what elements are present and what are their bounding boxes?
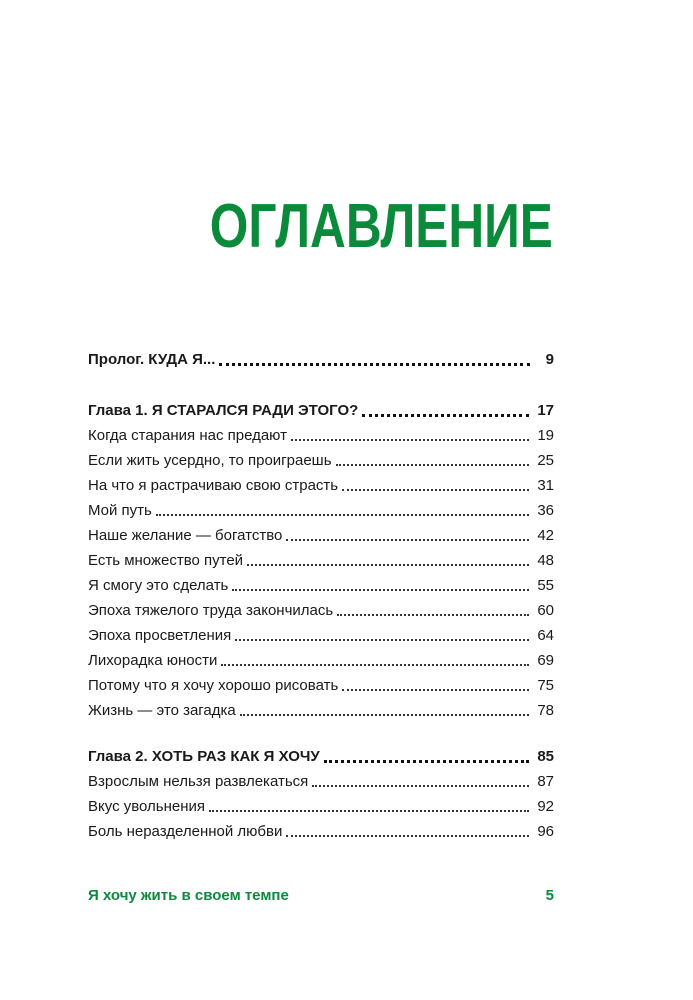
toc-entry[interactable] [88, 524, 554, 546]
toc-entry[interactable] [88, 599, 554, 621]
dot-leader [219, 357, 530, 366]
toc-entry-page: 75 [537, 677, 554, 694]
toc-entry-label: Пролог. КУДА Я... [88, 351, 216, 368]
toc-entry-page: 64 [537, 627, 554, 644]
toc-entry[interactable] [88, 699, 554, 721]
toc-entry-label: Когда старания нас предают [88, 427, 287, 444]
toc-entry[interactable] [88, 820, 554, 842]
toc-entry-page: 78 [537, 702, 554, 719]
dot-leader [221, 658, 529, 666]
toc-entry-page: 69 [537, 652, 554, 669]
dot-leader [324, 754, 530, 763]
toc-entry-label: Наше желание — богатство [88, 527, 283, 544]
dot-leader [336, 458, 530, 466]
toc-entry-label: Эпоха тяжелого труда закончилась [88, 602, 334, 619]
toc-entry-page: 17 [537, 402, 554, 419]
toc-entry-label: Глава 2. ХОТЬ РАЗ КАК Я ХОЧУ [88, 748, 320, 765]
toc-entry-chapter-1[interactable] [88, 399, 554, 421]
toc-entry-page: 55 [537, 577, 554, 594]
toc-entry[interactable] [88, 795, 554, 817]
dot-leader [286, 829, 529, 837]
toc-entry-label: Взрослым нельзя развлекаться [88, 773, 309, 790]
toc-entry[interactable] [88, 649, 554, 671]
toc-entry[interactable] [88, 449, 554, 471]
toc-entry-label: Мой путь [88, 502, 152, 519]
dot-leader [235, 633, 529, 641]
page-number: 5 [545, 887, 554, 904]
dot-leader [342, 483, 529, 491]
toc-entry-page: 48 [537, 552, 554, 569]
toc-entry-label: Боль неразделенной любви [88, 823, 283, 840]
toc-entry-label: Жизнь — это загадка [88, 702, 236, 719]
toc-entry-label: Есть множество путей [88, 552, 244, 569]
toc-entry-label: Потому что я хочу хорошо рисовать [88, 677, 339, 694]
toc-entry[interactable] [88, 574, 554, 596]
dot-leader [342, 683, 529, 691]
dot-leader [312, 779, 529, 787]
dot-leader [156, 508, 529, 516]
toc-entry-page: 96 [537, 823, 554, 840]
toc-entry-label: Если жить усердно, то проиграешь [88, 452, 332, 469]
dot-leader [286, 533, 529, 541]
toc-entry[interactable] [88, 674, 554, 696]
dot-leader [247, 558, 529, 566]
toc-entry-page: 42 [537, 527, 554, 544]
toc-entry-page: 60 [537, 602, 554, 619]
dot-leader [362, 408, 529, 417]
toc-entry-label: Эпоха просветления [88, 627, 232, 644]
toc-entry-page: 25 [537, 452, 554, 469]
toc-entry[interactable] [88, 624, 554, 646]
toc-entry[interactable] [88, 474, 554, 496]
toc-entry-page: 87 [537, 773, 554, 790]
dot-leader [209, 804, 529, 812]
toc-entry[interactable] [88, 424, 554, 446]
toc-entry-label: Я смогу это сделать [88, 577, 229, 594]
toc-entry-label: Лихорадка юности [88, 652, 218, 669]
toc-entry[interactable] [88, 499, 554, 521]
toc-entry-page: 36 [537, 502, 554, 519]
dot-leader [291, 433, 529, 441]
toc-entry-page: 19 [537, 427, 554, 444]
toc-entry-label: Вкус увольнения [88, 798, 206, 815]
dot-leader [240, 708, 530, 716]
page-footer [88, 887, 554, 904]
toc-entry-page: 31 [537, 477, 554, 494]
toc-entry-prologue[interactable] [88, 348, 554, 370]
page-title: ОГЛАВЛЕНИЕ [209, 192, 553, 261]
toc-entry[interactable] [88, 549, 554, 571]
dot-leader [337, 608, 529, 616]
toc-entry-page: 85 [537, 748, 554, 765]
toc-entry-label: Глава 1. Я СТАРАЛСЯ РАДИ ЭТОГО? [88, 402, 359, 419]
dot-leader [232, 583, 529, 591]
toc-entry-page: 9 [545, 351, 554, 368]
toc-entry[interactable] [88, 770, 554, 792]
toc-entry-chapter-2[interactable] [88, 745, 554, 767]
toc-entry-page: 92 [537, 798, 554, 815]
running-title: Я хочу жить в своем темпе [88, 887, 289, 904]
toc-entry-label: На что я растрачиваю свою страсть [88, 477, 339, 494]
